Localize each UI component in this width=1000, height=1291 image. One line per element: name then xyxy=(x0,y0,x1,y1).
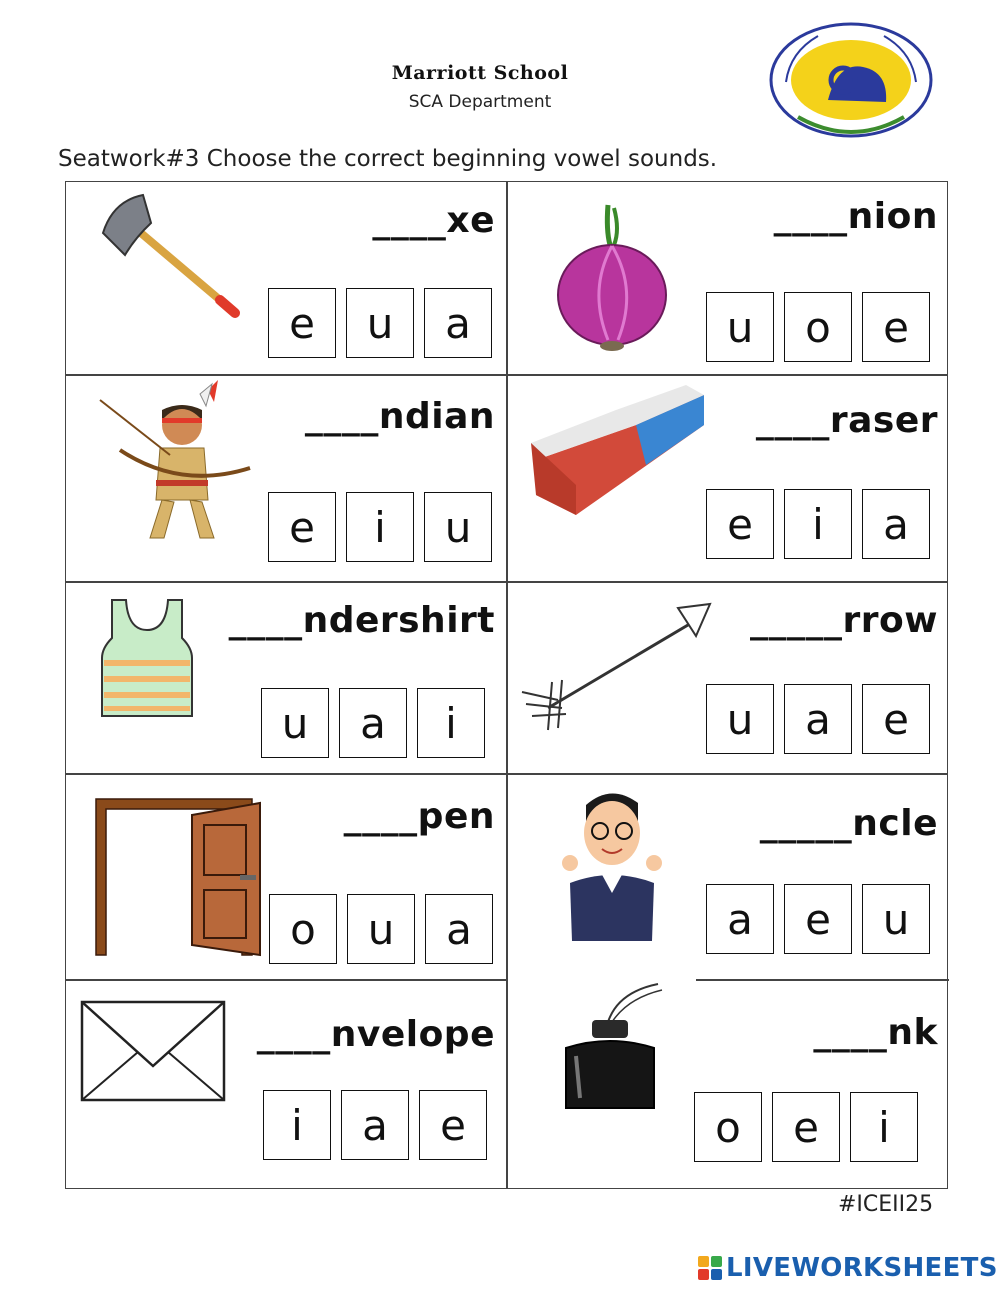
word-ink: ____nk xyxy=(813,1012,938,1053)
choice-box[interactable]: e xyxy=(862,684,930,754)
brand-name: LIVEWORKSHEETS xyxy=(726,1253,998,1283)
choice-box[interactable]: a xyxy=(339,688,407,758)
indian-icon xyxy=(90,380,255,549)
choices-uncle xyxy=(706,884,930,954)
choice-box[interactable]: i xyxy=(417,688,485,758)
choice-box[interactable]: a xyxy=(424,288,492,358)
grid-divider xyxy=(66,581,947,583)
choice-box[interactable]: o xyxy=(269,894,337,964)
word-indian: ____ndian xyxy=(304,396,495,437)
envelope-icon xyxy=(80,1000,226,1106)
choice-box[interactable]: a xyxy=(341,1090,409,1160)
liveworksheets-logo-icon xyxy=(698,1256,722,1280)
choice-box[interactable]: e xyxy=(706,489,774,559)
choice-box[interactable]: a xyxy=(425,894,493,964)
word-eraser: ____raser xyxy=(755,400,938,441)
open-door-icon xyxy=(92,795,264,964)
school-name: Marriott School xyxy=(391,62,569,84)
choice-box[interactable]: e xyxy=(268,288,336,358)
choice-box[interactable]: a xyxy=(784,684,852,754)
choice-box[interactable]: u xyxy=(347,894,415,964)
worksheet-code: #ICEII25 xyxy=(838,1192,934,1217)
choice-box[interactable]: o xyxy=(784,292,852,362)
grid-divider xyxy=(66,773,947,775)
word-onion: ____nion xyxy=(773,196,938,237)
choice-box[interactable]: i xyxy=(784,489,852,559)
school-logo xyxy=(768,22,934,138)
axe-icon xyxy=(95,193,240,327)
choice-box[interactable]: i xyxy=(850,1092,918,1162)
undershirt-icon xyxy=(98,598,196,724)
grid-divider xyxy=(696,979,949,981)
choice-box[interactable]: u xyxy=(862,884,930,954)
department-label: SCA Department xyxy=(408,92,552,112)
choice-box[interactable]: i xyxy=(346,492,414,562)
choices-arrow xyxy=(706,684,930,754)
choice-box[interactable]: u xyxy=(706,684,774,754)
ink-bottle-icon xyxy=(558,982,668,1118)
choice-box[interactable]: e xyxy=(419,1090,487,1160)
choices-eraser xyxy=(706,489,930,559)
choices-axe xyxy=(268,288,492,358)
choice-box[interactable]: e xyxy=(784,884,852,954)
grid-divider xyxy=(506,182,508,1188)
choice-box[interactable]: e xyxy=(268,492,336,562)
word-open: ____pen xyxy=(343,796,495,837)
word-envelope: ____nvelope xyxy=(256,1014,495,1055)
choices-undershirt xyxy=(261,688,485,758)
word-uncle: _____ncle xyxy=(759,803,938,844)
choice-box[interactable]: o xyxy=(694,1092,762,1162)
word-arrow: _____rrow xyxy=(750,600,938,641)
choices-onion xyxy=(706,292,930,362)
choice-box[interactable]: u xyxy=(706,292,774,362)
choice-box[interactable]: u xyxy=(424,492,492,562)
word-undershirt: ____ndershirt xyxy=(228,600,495,641)
arrow-icon xyxy=(518,600,713,749)
choices-indian xyxy=(268,492,492,562)
choice-box[interactable]: a xyxy=(862,489,930,559)
choice-box[interactable]: u xyxy=(346,288,414,358)
choices-ink xyxy=(694,1092,918,1162)
word-axe: ____xe xyxy=(372,200,495,241)
choice-box[interactable]: u xyxy=(261,688,329,758)
eraser-icon xyxy=(526,385,711,529)
onion-icon xyxy=(548,200,678,359)
choice-box[interactable]: i xyxy=(263,1090,331,1160)
instructions: Seatwork#3 Choose the correct beginning vowel sounds. xyxy=(58,146,718,172)
grid-divider xyxy=(66,979,506,981)
choice-box[interactable]: e xyxy=(862,292,930,362)
uncle-icon xyxy=(556,783,666,947)
grid-divider xyxy=(66,374,947,376)
choice-box[interactable]: a xyxy=(706,884,774,954)
choice-box[interactable]: e xyxy=(772,1092,840,1162)
choices-envelope xyxy=(263,1090,487,1160)
liveworksheets-brand xyxy=(698,1253,998,1283)
choices-open xyxy=(269,894,493,964)
